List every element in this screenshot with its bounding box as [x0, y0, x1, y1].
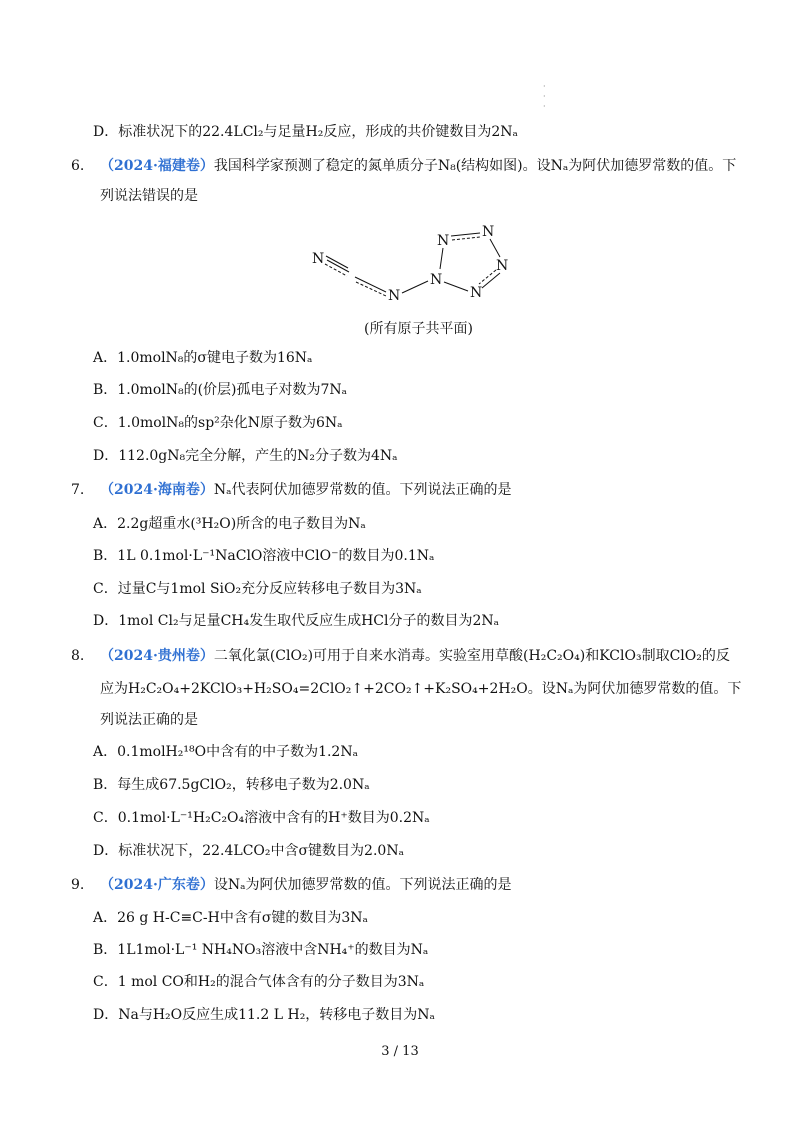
question-number: 9.	[71, 877, 85, 893]
question-number: 7.	[71, 482, 85, 498]
atom-n4: N	[430, 272, 443, 288]
q9-option-b: B．1L1mol·L⁻¹ NH₄NO₃溶液中含NH₄⁺的数目为Nₐ	[93, 942, 429, 958]
question-stem: Nₐ代表阿伏加德罗常数的值。下列说法正确的是	[213, 482, 512, 498]
question-source: （2024·福建卷）	[100, 158, 214, 174]
question-stem-cont: 应为H₂C₂O₄+2KClO₃+H₂SO₄=2ClO₂↑+2CO₂↑+K₂SO₄+2H₂O。设Nₐ为阿伏加德罗常数的值。下	[100, 681, 742, 697]
q8-option-a: A．0.1molH₂¹⁸O中含有的中子数为1.2Nₐ	[93, 744, 358, 760]
atom-n7: N	[496, 258, 509, 274]
q8-option-c: C．0.1mol·L⁻¹H₂C₂O₄溶液中含有的H⁺数目为0.2Nₐ	[93, 810, 430, 826]
q7-option-d: D．1mol Cl₂与足量CH₄发生取代反应生成HCl分子的数目为2Nₐ	[93, 613, 500, 629]
question-stem-cont: 列说法正确的是	[100, 712, 198, 728]
q9-option-c: C．1 mol CO和H₂的混合气体含有的分子数目为3Nₐ	[93, 974, 425, 990]
atom-n5: N	[437, 233, 450, 249]
q7-option-b: B．1L 0.1mol·L⁻¹NaClO溶液中ClO⁻的数目为0.1Nₐ	[93, 548, 435, 564]
question-stem: 我国科学家预测了稳定的氮单质分子N₈(结构如图)。设Nₐ为阿伏加德罗常数的值。下	[213, 158, 737, 174]
question-number: 8.	[71, 648, 85, 664]
n8-structure-diagram	[300, 215, 520, 315]
question-stem-cont: 列说法错误的是	[100, 188, 198, 204]
q9-option-a: A．26 g H-C≡C-H中含有σ键的数目为3Nₐ	[93, 910, 368, 926]
page-number: 3 / 13	[381, 1044, 419, 1059]
q5-option-d: D．标准状况下的22.4LCl₂与足量H₂反应，形成的共价键数目为2Nₐ	[93, 124, 518, 140]
question-source: （2024·贵州卷）	[100, 648, 214, 664]
atom-n6: N	[482, 224, 495, 240]
q6-option-b: B．1.0molN₈的(价层)孤电子对数为7Nₐ	[93, 382, 348, 398]
question-stem: 设Nₐ为阿伏加德罗常数的值。下列说法正确的是	[213, 877, 512, 893]
q6-option-d: D．112.0gN₈完全分解，产生的N₂分子数为4Nₐ	[93, 448, 398, 464]
q9-option-d: D．Na与H₂O反应生成11.2 L H₂，转移电子数目为Nₐ	[93, 1007, 435, 1023]
q7-option-a: A．2.2g超重水(³H₂O)所含的电子数目为Nₐ	[93, 516, 366, 532]
figure-caption: (所有原子共平面)	[364, 321, 473, 337]
decorative-dots: · · ·	[543, 82, 546, 111]
atom-n8: N	[470, 285, 483, 301]
atom-n3: N	[388, 288, 401, 304]
question-source: （2024·海南卷）	[100, 482, 214, 498]
q8-option-d: D．标准状况下，22.4LCO₂中含σ键数目为2.0Nₐ	[93, 843, 404, 859]
q8-option-b: B．每生成67.5gClO₂，转移电子数为2.0Nₐ	[93, 777, 370, 793]
q7-option-c: C．过量C与1mol SiO₂充分反应转移电子数目为3Nₐ	[93, 581, 422, 597]
q6-option-c: C．1.0molN₈的sp²杂化N原子数为6Nₐ	[93, 415, 343, 431]
question-source: （2024·广东卷）	[100, 877, 214, 893]
atom-n1: N	[312, 251, 325, 267]
q6-option-a: A．1.0molN₈的σ键电子数为16Nₐ	[93, 350, 313, 366]
question-stem: 二氧化氯(ClO₂)可用于自来水消毒。实验室用草酸(H₂C₂O₄)和KClO₃制取ClO₂的反	[213, 648, 730, 664]
question-number: 6.	[71, 158, 85, 174]
